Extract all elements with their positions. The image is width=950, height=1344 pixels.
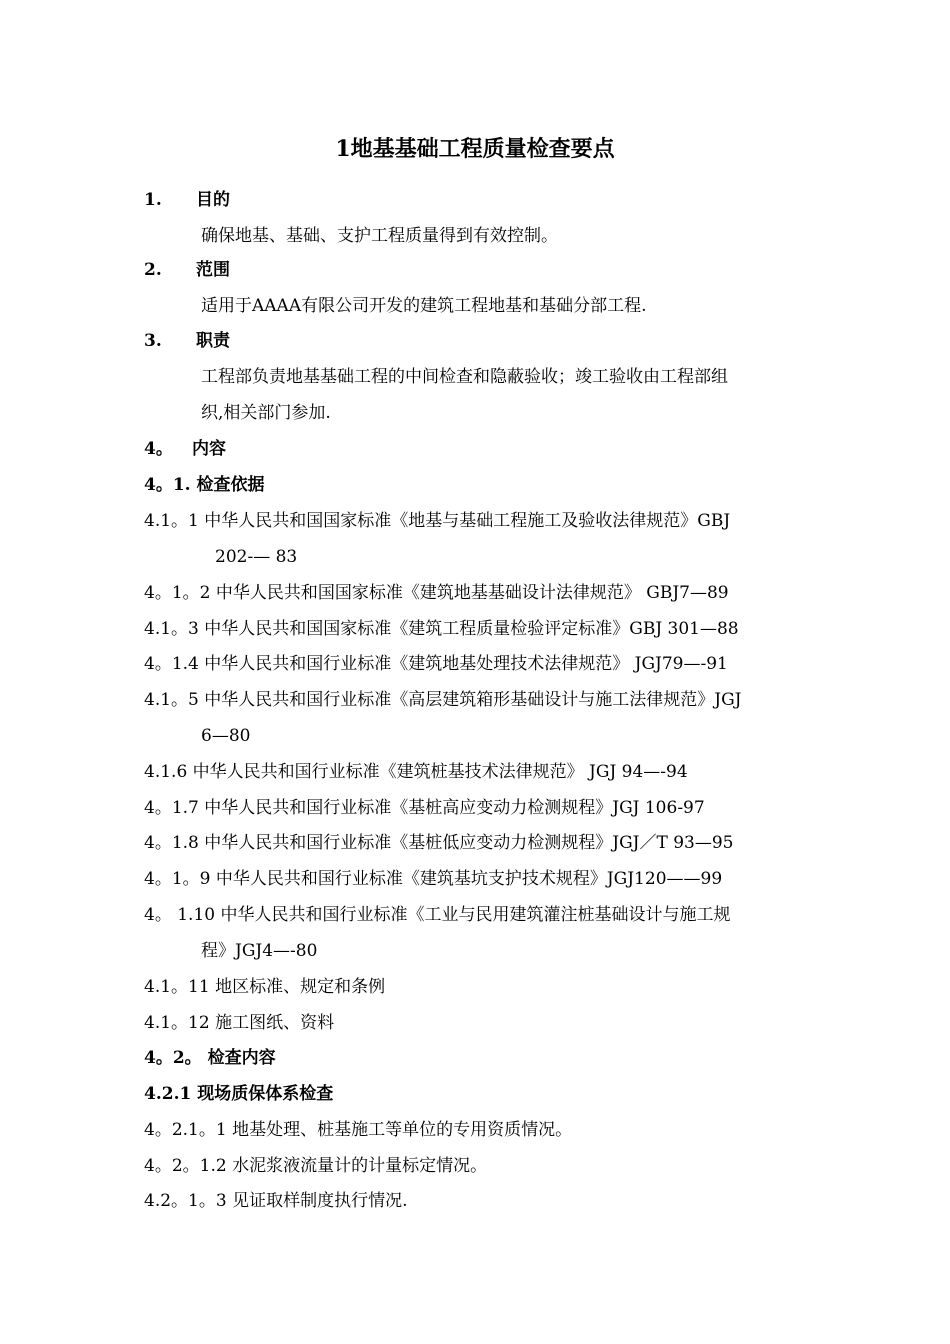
section-heading-responsibility	[144, 329, 230, 353]
reference-item-3: 4.1。3 中华人民共和国国家标准《建筑工程质量检验评定标准》GBJ 301—88	[144, 619, 739, 639]
section-number: 1.	[144, 190, 162, 210]
section-number: 2.	[144, 260, 162, 280]
reference-item-10-cont: 程》JGJ4—-80	[201, 941, 318, 961]
reference-item-7: 4。1.7 中华人民共和国行业标准《基桩高应变动力检测规程》JGJ 106-97	[144, 798, 705, 818]
section-title: 职责	[196, 331, 230, 351]
reference-item-1: 4.1。1 中华人民共和国国家标准《地基与基础工程施工及验收法律规范》GBJ	[144, 511, 731, 531]
subsection-heading-basis: 4。1. 检查依据	[144, 475, 265, 495]
reference-item-10: 4。 1.10 中华人民共和国行业标准《工业与民用建筑灌注桩基础设计与施工规	[144, 905, 731, 925]
section-body-responsibility-line1: 工程部负责地基基础工程的中间检查和隐蔽验收；竣工验收由工程部组	[201, 367, 728, 387]
section-number: 4。	[144, 439, 173, 459]
inspection-item-2: 4。2。1.2 水泥浆液流量计的计量标定情况。	[144, 1156, 488, 1176]
reference-item-12: 4.1。12 施工图纸、资料	[144, 1013, 335, 1033]
reference-item-2: 4。1。2 中华人民共和国国家标准《建筑地基基础设计法律规范》 GBJ7—89	[144, 583, 729, 603]
section-body-scope: 适用于AAAA有限公司开发的建筑工程地基和基础分部工程.	[201, 296, 647, 316]
reference-item-6: 4.1.6 中华人民共和国行业标准《建筑桩基技术法律规范》 JGJ 94—-94	[144, 762, 688, 782]
subsection-heading-inspection-content: 4。2。 检查内容	[144, 1048, 276, 1068]
section-title: 范围	[196, 260, 230, 280]
reference-item-9: 4。1。9 中华人民共和国行业标准《建筑基坑支护技术规程》JGJ120——99	[144, 869, 723, 889]
section-body-responsibility-line2: 织,相关部门参加.	[201, 403, 331, 423]
section-number: 3.	[144, 331, 162, 351]
reference-item-5: 4.1。5 中华人民共和国行业标准《高层建筑箱形基础设计与施工法律规范》JGJ	[144, 690, 742, 710]
inspection-item-3: 4.2。1。3 见证取样制度执行情况.	[144, 1191, 408, 1211]
section-title: 内容	[192, 439, 226, 459]
inspection-item-1: 4。2.1。1 地基处理、桩基施工等单位的专用资质情况。	[144, 1120, 573, 1140]
reference-item-8: 4。1.8 中华人民共和国行业标准《基桩低应变动力检测规程》JGJ／T 93—95	[144, 833, 734, 853]
section-title: 目的	[196, 190, 230, 210]
reference-item-11: 4.1。11 地区标准、规定和条例	[144, 977, 386, 997]
section-heading-scope	[144, 258, 230, 282]
section-heading-content	[144, 437, 226, 461]
reference-item-5-cont: 6—80	[201, 726, 251, 746]
reference-item-1-cont: 202-— 83	[215, 547, 298, 567]
reference-item-4: 4。1.4 中华人民共和国行业标准《建筑地基处理技术法律规范》 JGJ79—-91	[144, 654, 728, 674]
section-body-purpose: 确保地基、基础、支护工程质量得到有效控制。	[201, 226, 558, 246]
document-title: 1地基基础工程质量检查要点	[335, 136, 615, 162]
subsection-heading-quality-system: 4.2.1 现场质保体系检查	[144, 1084, 334, 1104]
section-heading-purpose	[144, 188, 230, 212]
